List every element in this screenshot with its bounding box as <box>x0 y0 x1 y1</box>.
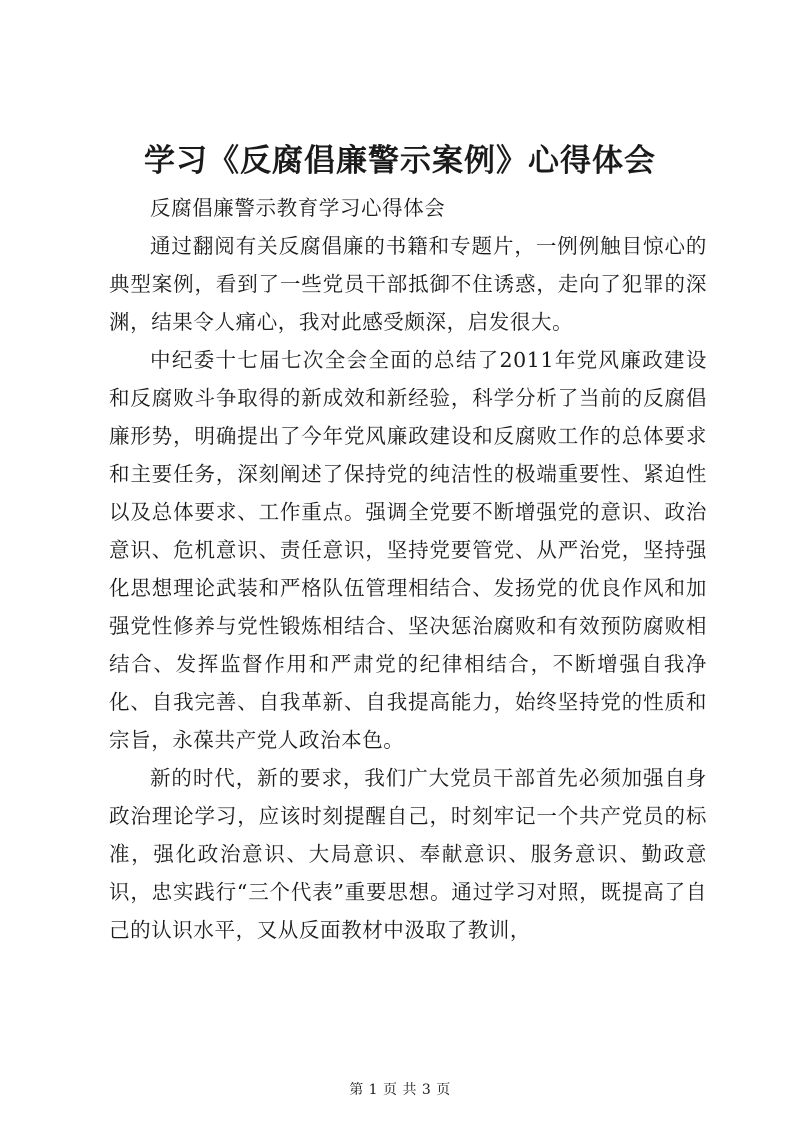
paragraph-2: 中纪委十七届七次全会全面的总结了2011年党风廉政建设和反腐败斗争取得的新成效和新经验，科学分析了当前的反腐倡廉形势，明确提出了今年党风廉政建设和反腐败工作的总体要求和主要任务，深刻阐述了保持党的纯洁性的极端重要性、紧迫性以及总体要求、工作重点。强调全党要不断增强党的意识、政治意识、危机意识、责任意识，坚持党要管党、从严治党，坚持强化思想理论武装和严格队伍管理相结合、发扬党的优良作风和加强党性修养与党性锻炼相结合、坚决惩治腐败和有效预防腐败相结合、发挥监督作用和严肃党的纪律相结合，不断增强自我净化、自我完善、自我革新、自我提高能力，始终坚持党的性质和宗旨，永葆共产党人政治本色。 <box>109 348 707 752</box>
document-title: 学习《反腐倡廉警示案例》心得体会 <box>144 143 656 179</box>
document-subtitle: 反腐倡廉警示教育学习心得体会 <box>150 196 446 220</box>
page-footer: 第 1 页 共 3 页 <box>349 1082 451 1098</box>
document-body <box>109 189 707 949</box>
paragraph-1: 通过翻阅有关反腐倡廉的书籍和专题片，一例例触目惊心的典型案例，看到了一些党员干部抵御不住诱惑，走向了犯罪的深渊，结果令人痛心，我对此感受颇深，启发很大。 <box>109 234 707 334</box>
paragraph-3: 新的时代，新的要求，我们广大党员干部首先必须加强自身政治理论学习，应该时刻提醒自己，时刻牢记一个共产党员的标准，强化政治意识、大局意识、奉献意识、服务意识、勤政意识，忠实践行“三个代表”重要思想。通过学习对照，既提高了自己的认识水平，又从反面教材中汲取了教训， <box>109 766 707 942</box>
